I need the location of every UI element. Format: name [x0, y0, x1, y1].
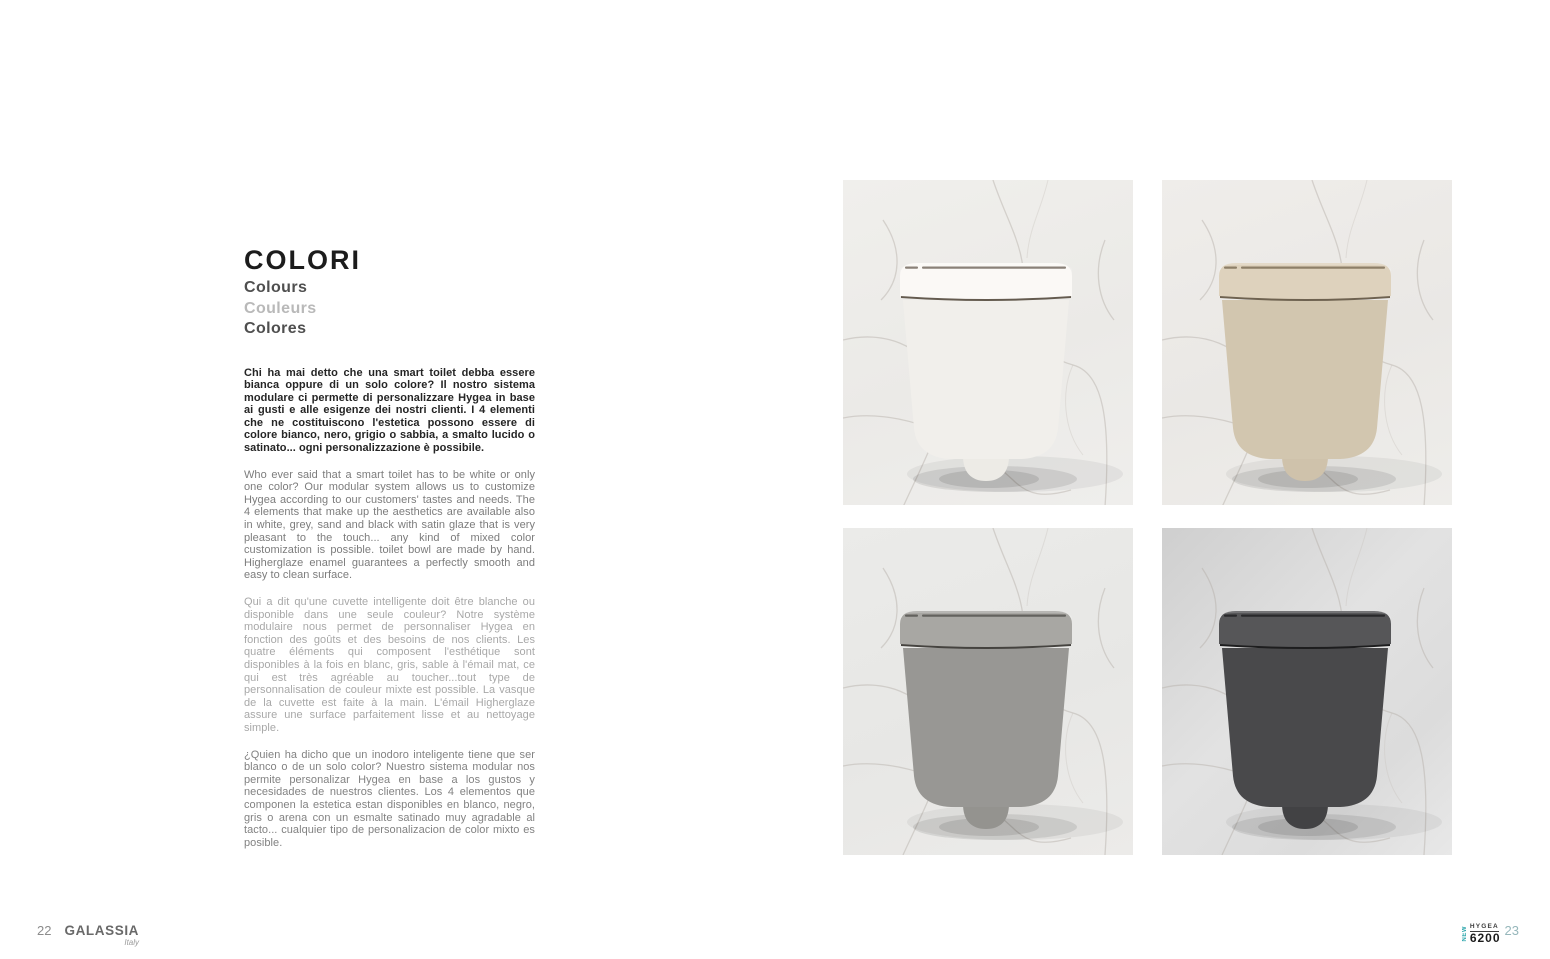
page-number-left: 22: [37, 923, 52, 938]
paragraph-french: Qui a dit qu'une cuvette intelligente doit être blanche ou disponible dans une seule couleur? Notre système modulaire nous permet de personnaliser Hygea en fonction des goûts et des besoins de nos clients. Les quatre éléments qui composent l'esthétique sont disponibles à la fois en blanc, gris, sable à l'émail mat, ce qui est très agréable au toucher...tout type de personnalisation de couleur mixte est possible. La vasque de la cuvette est faite à la main. L'émail Higherglaze assure une surface parfaitement lisse et au nettoyage simple.: [244, 596, 535, 734]
subtitle-english: Colours: [244, 279, 308, 296]
footer-left: [37, 924, 139, 947]
subtitle-spanish: Colores: [244, 320, 307, 337]
product-photo-grey-toilet: [843, 528, 1133, 855]
new-badge: NEW: [1461, 926, 1468, 942]
intro-section: [244, 246, 535, 863]
black-toilet-illustration: [1162, 528, 1452, 855]
paragraph-italian: Chi ha mai detto che una smart toilet debba essere bianca oppure di un solo colore? Il nostro sistema modulare ci permette di personalizzare Hygea in base ai gusti e alle esigenze dei nostri clienti. I 4 elementi che ne costituiscono l'estetica possono essere di colore bianco, nero, grigio o sabbia, a smalto lucido o satinato... ogni personalizzazione è possibile.: [244, 366, 535, 455]
footer-right: [1462, 923, 1519, 945]
paragraph-spanish: ¿Quien ha dicho que un inodoro inteligente tiene que ser blanco o de un solo color? Nuestro sistema modular nos permite personalizar Hygea en base a los gustos y necesidades de nuestros clientes. Los 4 elementos que componen la estetica estan disponibles en blanco, negro, gris o arena con un esmalte satinado muy agradable al tacto... cualquier tipo de personalizacion de color mixto es posible.: [244, 748, 535, 849]
subtitle-french: Couleurs: [244, 299, 317, 317]
brand-wordmark: GALASSIA: [64, 923, 140, 938]
page-title: COLORI: [244, 245, 361, 275]
product-photo-sand-toilet: [1162, 180, 1452, 505]
series-logo-stack: [1470, 923, 1501, 945]
series-code: 6200: [1469, 930, 1501, 945]
white-toilet-illustration: [843, 180, 1133, 505]
series-name: HYGEA: [1469, 923, 1499, 930]
product-photo-black-toilet: [1162, 528, 1452, 855]
brand-logo: [64, 924, 139, 947]
page-number-right: 23: [1504, 923, 1519, 938]
series-logo: [1462, 923, 1501, 945]
sand-toilet-illustration: [1162, 180, 1452, 505]
product-photo-white-toilet: [843, 180, 1133, 505]
intro-paragraphs: [244, 367, 535, 850]
brand-country: Italy: [124, 938, 140, 947]
grey-toilet-illustration: [843, 528, 1133, 855]
paragraph-english: Who ever said that a smart toilet has to be white or only one color? Our modular system allows us to customize Hygea according to our customers' tastes and needs. The 4 elements that make up the aesthetics are available also in white, grey, sand and black with satin glaze that is very pleasant to the touch... any kind of mixed color customization is possible. toilet bowl are made by hand. Higherglaze enamel guarantees a perfectly smooth and easy to clean surface.: [244, 468, 535, 582]
